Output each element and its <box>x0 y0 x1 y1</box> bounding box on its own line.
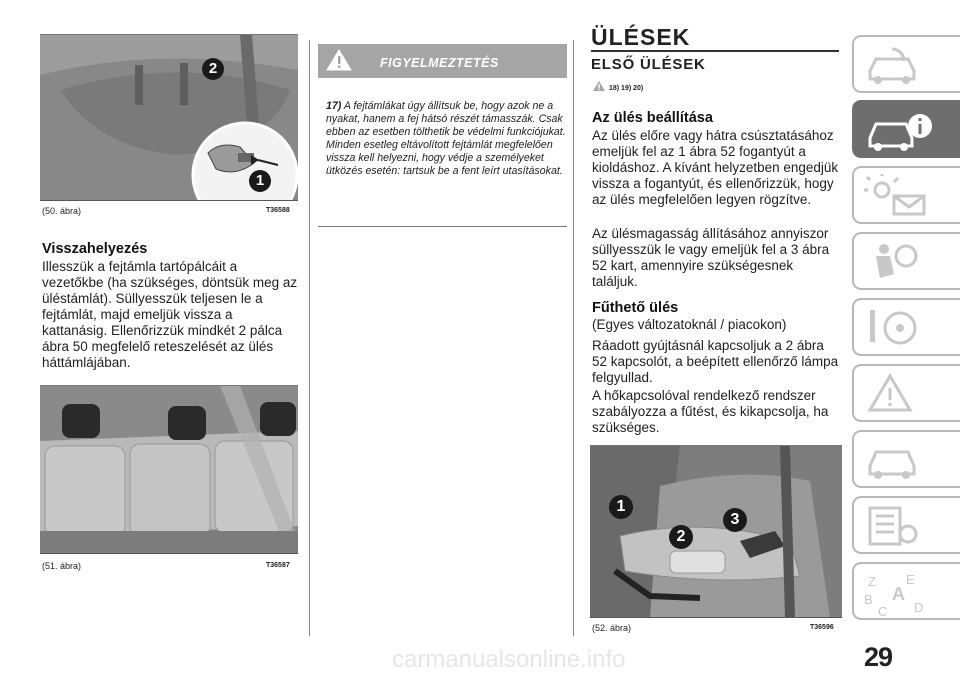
callout-1: 1 <box>249 170 271 192</box>
svg-text:E: E <box>906 572 915 587</box>
svg-text:C: C <box>878 604 888 618</box>
svg-text:A: A <box>892 584 905 604</box>
alphabetical-index-icon <box>864 570 934 618</box>
front-seat-controls-illustration <box>590 446 842 617</box>
steering-wheel-icon <box>864 306 924 350</box>
airbag-safety-icon <box>864 240 924 284</box>
tab-technical-data[interactable] <box>852 496 960 554</box>
tab-lights-messages[interactable] <box>852 166 960 224</box>
seat-adjust-paragraph-1: Az ülés előre vagy hátra csúsztatásához emeljük fel az 1 ábra 52 fogantyút a kioldáshoz. A kívánt helyzetben engedjük vissza a fogantyút, és ellenőrizzük, hogy az ülés megfelelően legyen rögzítve. <box>592 128 839 207</box>
figure-51-caption: (51. ábra) <box>42 561 82 571</box>
reinstall-heading: Visszahelyezés <box>42 241 148 257</box>
warning-triangle-icon <box>326 48 352 72</box>
heated-seat-heading: Fűthető ülés <box>592 300 679 316</box>
svg-text:D: D <box>914 600 924 615</box>
watermark: carmanualsonline.info <box>392 646 626 673</box>
figure-50-caption: (50. ábra) <box>42 206 82 216</box>
warning-number: 17) <box>326 100 342 112</box>
figure-52-code: T36596 <box>810 624 834 631</box>
rear-bench-headrests-illustration <box>40 386 298 553</box>
heated-seat-paragraph-2: A hőkapcsolóval rendelkező rendszer szabályozza a fűtést, és kikapcsolja, ha szükséges. <box>592 388 829 435</box>
reinstall-paragraph: Illesszük a fejtámla tartópálcáit a vezetőkbe (ha szükséges, döntsük meg az üléstámlát). Süllyesszük teljesen le a fejtámlát, majd emeljük vissza a kattanásig. Ellenőrizzük mindkét 2 pálca ábra 50 megfelelő reteszelését az ülés háttámlájában. <box>42 259 298 370</box>
tab-car-info[interactable] <box>852 100 960 158</box>
car-info-icon <box>864 108 934 152</box>
tab-starting-driving[interactable] <box>852 298 960 356</box>
subsection-title: ELSŐ ÜLÉSEK <box>591 56 706 73</box>
lights-message-icon <box>864 174 934 218</box>
figure-51-code: T36587 <box>266 562 290 569</box>
callout-3: 3 <box>723 508 747 532</box>
callout-2: 2 <box>202 58 224 80</box>
seat-adjust-paragraph-2: Az ülésmagasság állításához annyiszor süllyesszük le vagy emeljük fel a 3 ábra 52 kart, amennyire szükségesnek találjuk. <box>592 226 830 289</box>
warning-text-block <box>326 100 566 179</box>
callout-2: 2 <box>669 525 693 549</box>
heated-seat-note: (Egyes változatoknál / piacokon) <box>592 317 787 332</box>
warning-refs: 18) 19) 20) <box>609 85 644 92</box>
svg-text:Z: Z <box>868 574 876 589</box>
tab-safety[interactable] <box>852 232 960 290</box>
tab-maintenance[interactable] <box>852 430 960 488</box>
figure-50-code: T36588 <box>266 207 290 214</box>
figure-52-caption: (52. ábra) <box>592 623 632 633</box>
seat-adjust-heading: Az ülés beállítása <box>592 110 713 126</box>
car-service-icon <box>864 438 924 482</box>
figure-51-image <box>40 386 298 553</box>
warning-text: A fejtámlákat úgy állítsuk be, hogy azok ne a nyakat, hanem a fej hátsó részét támasszák. Csak ebben az esetben tölthetik be védelmi funkciójukat. Minden esetleg eltávolított fejtámlát megfelelően vissza kell helyezni, hogy védje a személyeket ütközés esetén: tartsuk be a fent leírt utasításokat. <box>326 100 566 178</box>
svg-text:B: B <box>864 592 873 607</box>
warning-triangle-icon <box>864 372 924 416</box>
tab-dashboard[interactable] <box>852 35 960 93</box>
car-dashboard-icon <box>864 43 924 87</box>
specs-list-icon <box>864 504 924 548</box>
warning-triangle-small-icon <box>592 80 606 92</box>
page-number: 29 <box>864 642 893 672</box>
tab-index[interactable] <box>852 562 960 620</box>
section-title: ÜLÉSEK <box>591 24 691 50</box>
callout-1: 1 <box>609 495 633 519</box>
figure-50-image <box>40 35 298 200</box>
warning-title: FIGYELMEZTETÉS <box>380 56 499 70</box>
heated-seat-paragraph-1: Ráadott gyújtásnál kapcsoljuk a 2 ábra 52 kapcsolót, a beépített ellenőrző lámpa felgyullad. <box>592 338 839 385</box>
tab-emergency[interactable] <box>852 364 960 422</box>
figure-52-image <box>590 446 842 617</box>
